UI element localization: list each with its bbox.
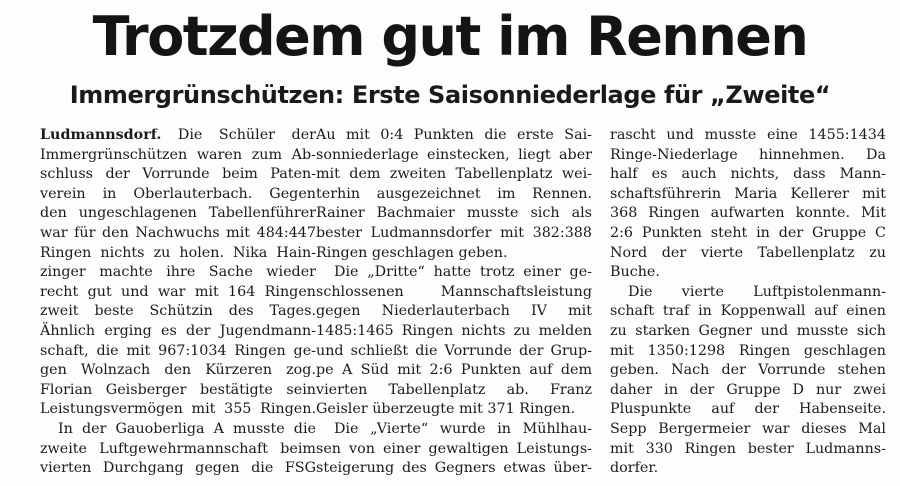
article-line: Ringen nichts zu holen. Nika Hain- [40,244,316,261]
article-line: recht gut und war mit 164 Ringen [40,283,316,300]
article-line: Pluspunkte auf der Habenseite. [610,401,886,418]
article-line: 368 Ringen aufwarten konnte. Mit [610,205,886,222]
article-line: Geisler überzeugte mit 371 Ringen. [316,401,576,418]
article-line: Die „Dritte“ hatte trotz einer ge- [334,264,592,281]
article-line: zweit beste Schützin des Tages. [40,303,316,320]
article-line: schlossenen Mannschaftsleistung [316,283,592,300]
article-line: zu starken Gegner und musste sich [610,322,886,339]
article-line: verein in Oberlauterbach. Gegen [40,185,316,202]
article-line: Nord der vierte Tabellenplatz zu [610,244,886,261]
article-line: 1485:1465 Ringen nichts zu melden [316,322,592,339]
article-line: Buche. [610,264,660,281]
article-line: steigerung des Gegners etwas über- [316,460,592,477]
dateline: Ludmannsdorf. [40,127,162,143]
article-line: zinger machte ihre Sache wieder [40,264,316,281]
article-line: In der Gauoberliga A musste die [58,420,316,437]
article-column-2 [316,126,592,479]
article-line: Rainer Bachmaier musste sich als [316,205,592,222]
article-line: und schließt die Vorrunde der Grup- [316,342,592,359]
article-line: 2:6 Punkten steht in der Gruppe C [610,224,886,241]
article-line: pe A Süd mit 2:6 Punkten auf dem [316,362,592,379]
article-line: sonniederlage einstecken, liegt aber [316,146,592,163]
article-line: Au mit 0:4 Punkten die erste Sai- [316,127,592,143]
article-line: mit dem zweiten Tabellenplatz wei- [316,166,592,183]
article-line: Die vierte Luftpistolenmann- [628,283,886,300]
article-line: vierten Durchgang gegen die FSG [40,460,316,477]
article-line: sen von einer gewaltigen Leistungs- [316,440,592,457]
article-line: half es auch nichts, dass Mann- [610,166,886,183]
article-line-text: Die Schüler der [161,127,316,143]
headline: Trotzdem gut im Rennen [92,5,808,68]
article-line: bester Ludmannsdorfer mit 382:388 [316,224,592,241]
article-line: dorfer. [610,460,659,477]
article-line [40,126,316,146]
article-line: schluss der Vorrunde beim Paten- [40,166,316,183]
article-line: mit 1350:1298 Ringen geschlagen [610,342,886,359]
article-column-3 [610,126,886,479]
article-line: gegen Niederlauterbach IV mit [316,303,592,320]
article-line: vierten Tabellenplatz ab. Franz [316,381,592,398]
article-column-1 [40,126,316,479]
article-line: Ringe-Niederlage hinnehmen. Da [610,146,886,163]
article-line: geben. Nach der Vorrunde stehen [610,362,886,379]
article-line: terhin ausgezeichnet im Rennen. [316,185,592,202]
article-line: mit 330 Ringen bester Ludmanns- [610,440,886,457]
article-line: war für den Nachwuchs mit 484:447 [40,224,316,241]
article-line: Sepp Bergermeier war dieses Mal [610,420,886,437]
article-line: den ungeschlagenen Tabellenführer [40,205,316,222]
article-line: Florian Geisberger bestätigte sein [40,381,316,398]
article-line: schaft traf in Koppenwall auf einen [610,303,886,320]
article-line: Ringen geschlagen geben. [316,244,508,261]
article-line: schaftsführerin Maria Kellerer mit [610,185,886,202]
article-line: Leistungsvermögen mit 355 Ringen. [40,401,316,418]
subheadline: Immergrünschützen: Erste Saisonniederlage für „Zweite“ [69,81,831,109]
article-line: daher in der Gruppe D nur zwei [610,381,886,398]
article-line: rascht und musste eine 1455:1434 [610,127,886,143]
article-line: schaft, die mit 967:1034 Ringen ge- [40,342,316,359]
article-line: gen Wolnzach den Kürzeren zog. [40,362,316,379]
article-line: Ähnlich erging es der Jugendmann- [40,322,316,339]
article-line: zweite Luftgewehrmannschaft beim [40,440,316,457]
article-line: Immergrünschützen waren zum Ab- [40,146,316,163]
article-line: Die „Vierte“ wurde in Mühlhau- [334,420,592,437]
